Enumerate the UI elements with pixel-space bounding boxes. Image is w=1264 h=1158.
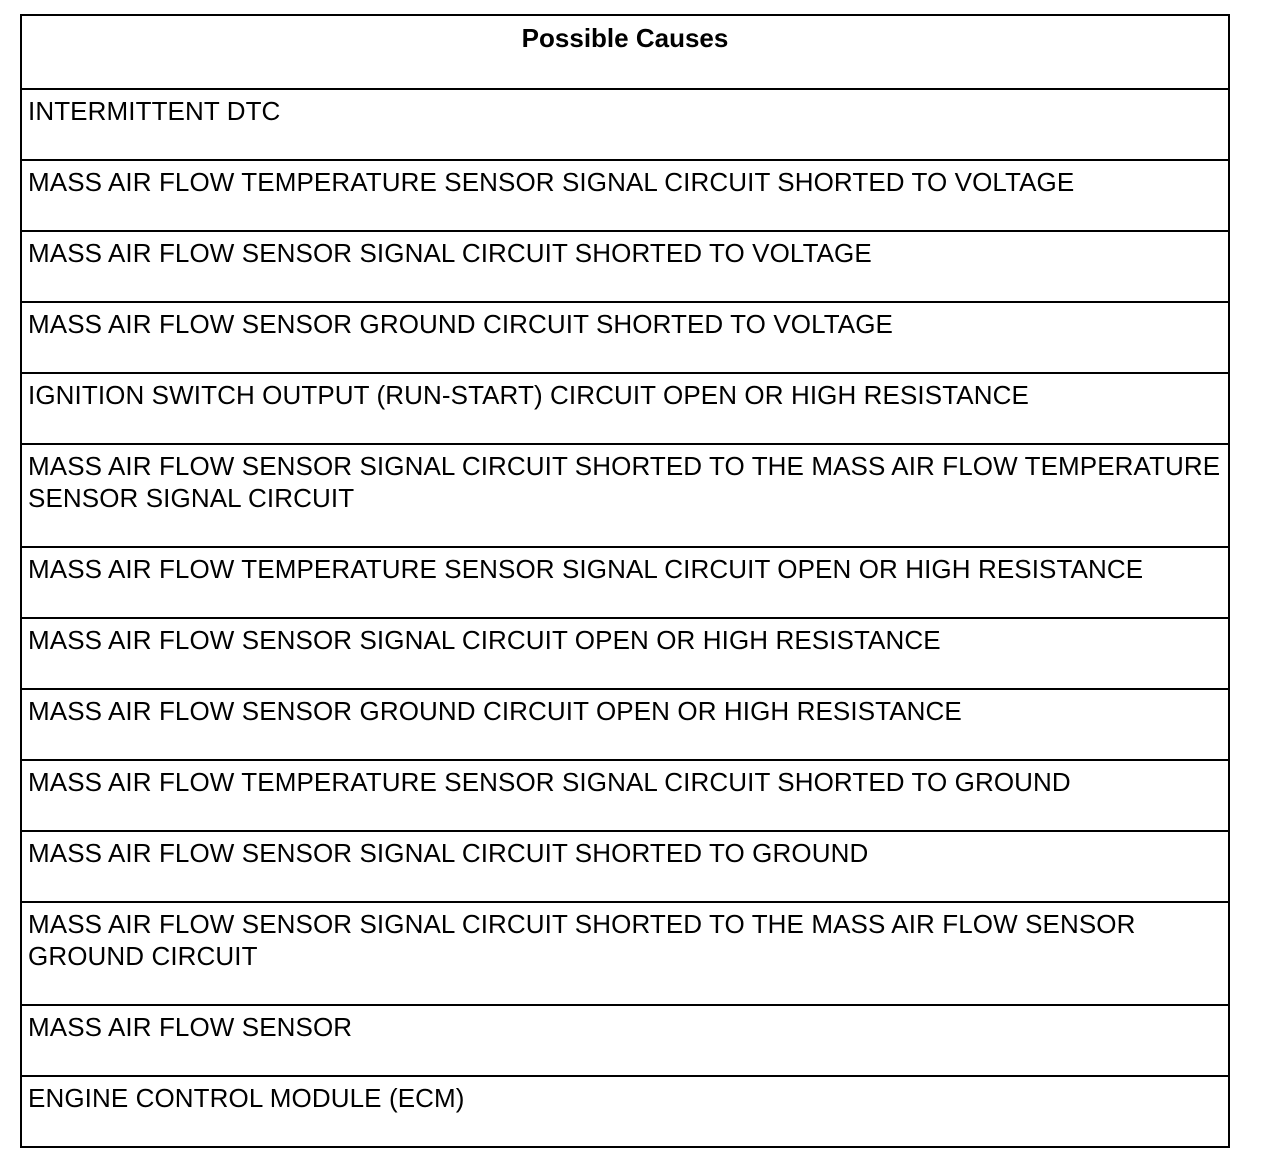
table-row: MASS AIR FLOW SENSOR GROUND CIRCUIT SHORTED TO VOLTAGE	[22, 301, 1228, 372]
table-row: MASS AIR FLOW TEMPERATURE SENSOR SIGNAL CIRCUIT SHORTED TO GROUND	[22, 759, 1228, 830]
table-row: IGNITION SWITCH OUTPUT (RUN-START) CIRCUIT OPEN OR HIGH RESISTANCE	[22, 372, 1228, 443]
possible-causes-table	[20, 14, 1230, 1148]
table-row: ENGINE CONTROL MODULE (ECM)	[22, 1075, 1228, 1146]
table-row: MASS AIR FLOW SENSOR SIGNAL CIRCUIT SHORTED TO GROUND	[22, 830, 1228, 901]
table-row: MASS AIR FLOW SENSOR	[22, 1004, 1228, 1075]
table-header: Possible Causes	[521, 23, 729, 53]
table-row: MASS AIR FLOW SENSOR GROUND CIRCUIT OPEN OR HIGH RESISTANCE	[22, 688, 1228, 759]
table-row: MASS AIR FLOW SENSOR SIGNAL CIRCUIT SHORTED TO VOLTAGE	[22, 230, 1228, 301]
table-row: MASS AIR FLOW SENSOR SIGNAL CIRCUIT SHORTED TO THE MASS AIR FLOW SENSOR GROUND CIRCUIT	[22, 901, 1228, 1004]
table-row: MASS AIR FLOW TEMPERATURE SENSOR SIGNAL CIRCUIT OPEN OR HIGH RESISTANCE	[22, 546, 1228, 617]
table-row: MASS AIR FLOW SENSOR SIGNAL CIRCUIT OPEN OR HIGH RESISTANCE	[22, 617, 1228, 688]
table-row: INTERMITTENT DTC	[22, 88, 1228, 159]
table-row: MASS AIR FLOW TEMPERATURE SENSOR SIGNAL CIRCUIT SHORTED TO VOLTAGE	[22, 159, 1228, 230]
table-row: MASS AIR FLOW SENSOR SIGNAL CIRCUIT SHORTED TO THE MASS AIR FLOW TEMPERATURE SENSOR SIGNAL CIRCUIT	[22, 443, 1228, 546]
